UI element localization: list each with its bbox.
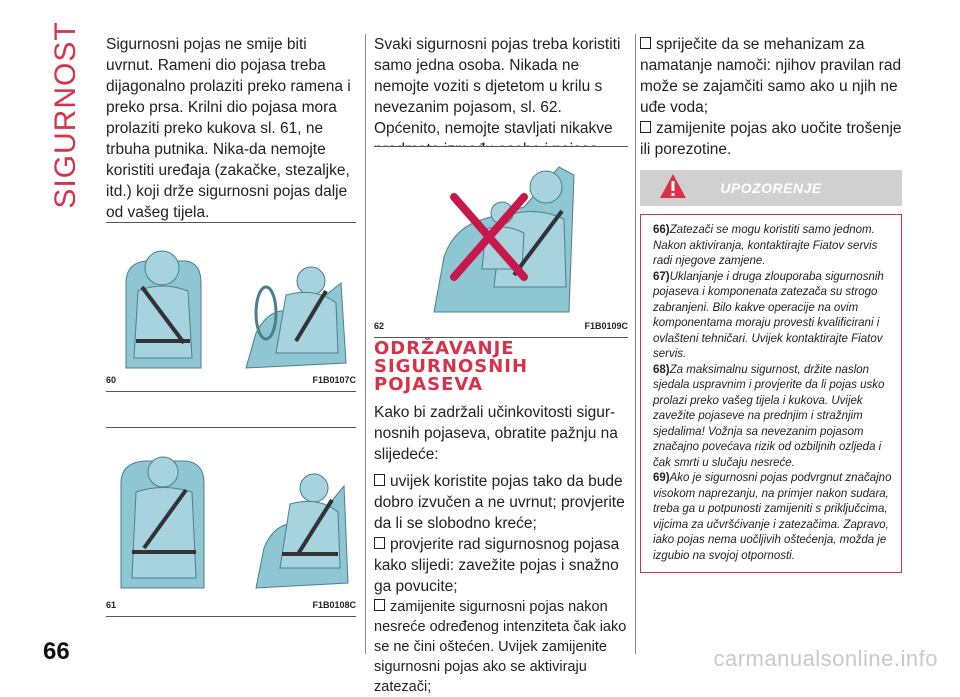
warning-header [640, 170, 902, 206]
warning-number: 66) [653, 224, 670, 236]
list-item-text: provjerite rad sigurnosnog pojasa kako slijedi: zavežite pojas i snažno ga povucite; [374, 536, 620, 595]
warning-number: 69) [653, 472, 670, 484]
figure-60-illustration [106, 223, 356, 373]
warning-item [653, 471, 895, 564]
maintenance-intro: Kako bi zadržali učinkovitosti sigur-nosnih pojaseva, obratite pažnju na slijedeće: [374, 404, 618, 463]
page-number: 66 [43, 638, 70, 665]
section-heading-line-1: ODRŽAVANJE [374, 338, 515, 359]
warning-text: Zatezači se mogu koristiti samo jednom. Nakon aktiviranja, kontaktirajte Fiatov servis radi njegove zamjene. [653, 224, 878, 267]
figure-code: F1B0108C [312, 600, 356, 610]
warning-text: Ako je sigurnosni pojas podvrgnut značajno visokom naprezanju, na primjer nakon sudara, treba ga u potpunosti zamijeniti s priključcima, vijcima za učvršćivanje i zatezačima. Zapravo, iako pojas nema uočljivih oštećenja, možda je izgubio na svojoj otpornosti. [653, 472, 892, 562]
section-title-vertical [44, 20, 88, 210]
list-item-text: zamijenite pojas ako uočite trošenje ili porezotine. [640, 120, 902, 158]
paragraph-one-person: Svaki sigurnosni pojas treba koristiti samo jedna osoba. Nikada ne nemojte voziti s djetetom u krilu s nevezanim pojasom, sl. 62. Općenito, nemojte stavljati nikakve [374, 36, 621, 137]
checkbox-square-icon [374, 537, 385, 549]
section-heading-line-3: POJASEVA [374, 374, 484, 395]
figure-60 [106, 222, 356, 392]
maintenance-section [374, 340, 628, 697]
list-item-text: uvijek koristite pojas tako da bude dobro izvučen a ne uvrnut; provjerite da li se slobodno kreće; [374, 473, 625, 532]
list-item [374, 534, 628, 597]
list-item-text: spriječite da se mehanizam za namatanje namoči: njihov pravilan rad može se zajamčiti samo ako u njih ne uđe voda; [640, 36, 902, 116]
figure-61-caption [106, 600, 356, 610]
figure-number: 60 [106, 375, 117, 385]
list-item [640, 118, 902, 160]
list-item [374, 597, 628, 697]
figure-60-caption [106, 375, 356, 385]
column-divider [635, 34, 636, 654]
warning-number: 67) [653, 270, 670, 283]
warning-item [653, 270, 895, 363]
figure-code: F1B0109C [584, 321, 628, 331]
figure-code: F1B0107C [312, 375, 356, 385]
checkbox-square-icon [640, 37, 651, 49]
figure-62-illustration [374, 147, 628, 319]
checkbox-square-icon [374, 474, 385, 486]
column-2 [374, 34, 628, 160]
figure-61 [106, 427, 356, 617]
checkbox-square-icon [640, 121, 651, 133]
column-1 [106, 34, 356, 223]
figure-62-caption [374, 321, 628, 331]
paragraph-belt-routing: Sigurnosni pojas ne smije biti uvrnut. Rameni dio pojasa treba dijagonalno prolaziti preko ramena i preko prsa. Krilni dio pojasa mora prolaziti preko kukova sl. 61, ne trbuha putnika. Nika-da nemojte koristiti uređaja (zakačke, stezaljke, itd.) koji drže sigurnosni pojas dalje od vašeg tijela. [106, 36, 351, 221]
warning-title: UPOZORENJE [720, 180, 822, 196]
list-item [640, 34, 902, 118]
checkbox-square-icon [374, 599, 385, 611]
warning-number: 68) [653, 363, 670, 376]
warning-text: Za maksimalnu sigurnost, držite naslon sjedala uspravnim i provjerite da li pojas usko prolazi preko vašeg tijela i kukova. Uvijek zavežite pojaseve na prednjim i stražnjim sjedalima! Vožnja sa nevezanim pojasom značajno povećava rizik od ozbiljnih ozljeda i čak smrti u slučaju nesreće. [653, 363, 885, 469]
figure-61-illustration [106, 428, 356, 596]
warning-box [640, 214, 902, 573]
warning-text: Uklanjanje i druga zlouporaba sigurnosnih pojaseva i komponenata zatezača su strogo zabranjeni. Bilo kakve operacije na ovim komponentama moraju provesti kvalificirani i ovlašteni tehničari. Uvijek kontaktirajte Fiatov servis. [653, 270, 884, 360]
figure-62 [374, 146, 628, 338]
warning-item [653, 363, 895, 472]
column-3 [640, 34, 902, 573]
list-item [374, 471, 628, 534]
warning-item [653, 223, 895, 270]
column-divider [365, 34, 366, 654]
list-item-text: zamijenite sigurnosni pojas nakon nesreće određenog intenziteta čak iako se ne čini oštećen. Uvijek zamijenite sigurnosni pojas ako se aktiviraju zatezači; [374, 599, 627, 695]
figure-number: 62 [374, 321, 385, 331]
section-heading-line-2: SIGURNOSNIH [374, 356, 529, 377]
warning-triangle-icon [658, 172, 688, 200]
watermark: carmanualsonline.info [713, 646, 938, 671]
section-title-text: SIGURNOST [49, 21, 82, 209]
figure-number: 61 [106, 600, 117, 610]
